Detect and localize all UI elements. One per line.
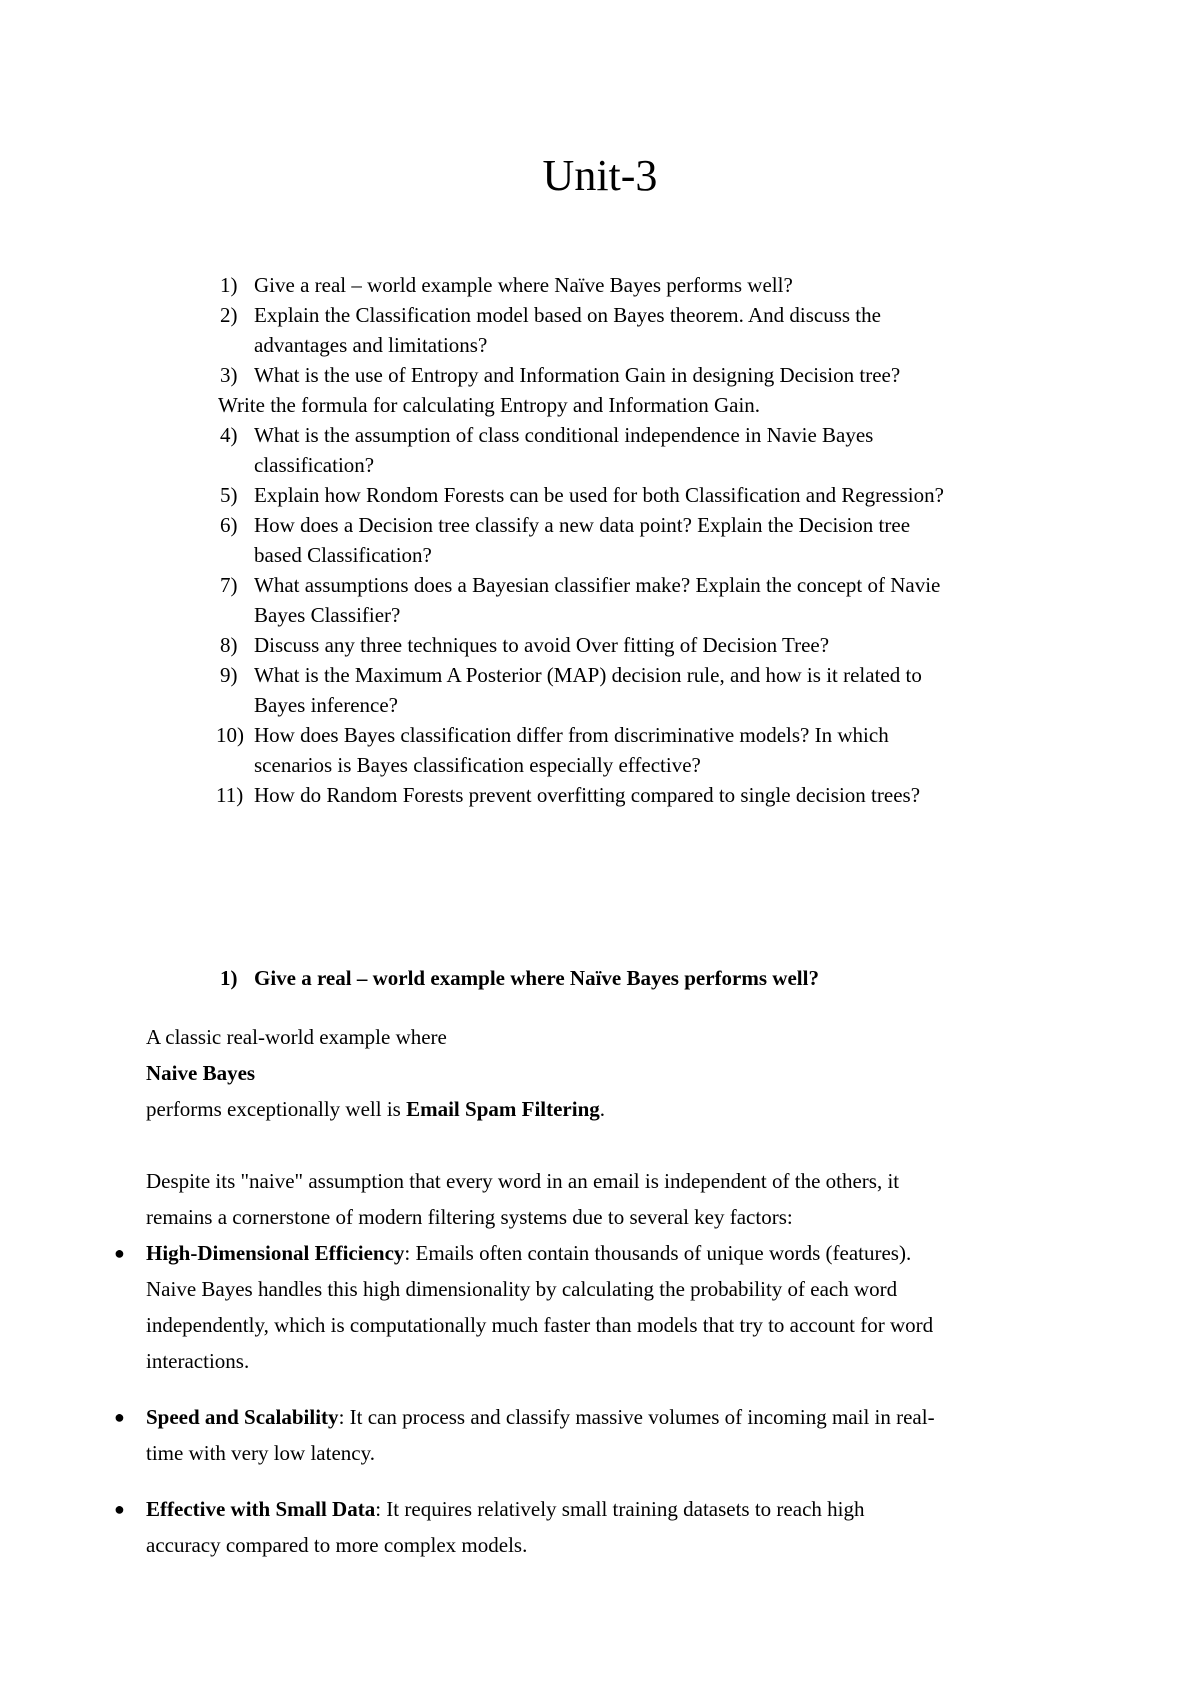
question-number: 9) — [220, 663, 238, 687]
factor-title: High-Dimensional Efficiency — [146, 1241, 405, 1265]
question-item — [220, 660, 1080, 720]
factor-list — [114, 1235, 1076, 1563]
answer-intro-bold: Naive Bayes — [146, 1061, 256, 1085]
factor-text: independently, which is computationally much faster than models that try to account for word — [146, 1313, 934, 1337]
factor-item — [114, 1399, 1076, 1471]
question-line: Discuss any three techniques to avoid Over fitting of Decision Tree? — [254, 633, 830, 657]
question-item — [220, 360, 1080, 390]
page-title: Unit-3 — [542, 151, 658, 200]
factor-text: interactions. — [146, 1349, 250, 1373]
question-number: 4) — [220, 423, 238, 447]
factor-text: : Emails often contain thousands of unique words (features). — [404, 1241, 912, 1265]
answer-heading-number: 1) — [220, 966, 238, 990]
question-item — [220, 480, 1080, 510]
question-line: How does a Decision tree classify a new data point? Explain the Decision tree — [254, 513, 911, 537]
question-item — [216, 720, 1080, 780]
bullet-icon: ● — [114, 1499, 125, 1519]
question-item — [220, 570, 1080, 630]
question-line: Explain how Rondom Forests can be used for both Classification and Regression? — [254, 483, 944, 507]
answer-paragraph-line: remains a cornerstone of modern filtering systems due to several key factors: — [146, 1205, 793, 1229]
bullet-icon: ● — [114, 1243, 125, 1263]
bullet-icon: ● — [114, 1407, 125, 1427]
question-number: 7) — [220, 573, 238, 597]
question-list — [216, 270, 1080, 810]
question-line: advantages and limitations? — [254, 333, 488, 357]
factor-text: Naive Bayes handles this high dimensionality by calculating the probability of each word — [146, 1277, 898, 1301]
factor-text: : It requires relatively small training datasets to reach high — [375, 1497, 865, 1521]
question-line: Bayes inference? — [254, 693, 398, 717]
question-line: Bayes Classifier? — [254, 603, 401, 627]
factor-text: accuracy compared to more complex models. — [146, 1533, 528, 1557]
question-item — [220, 420, 1080, 480]
factor-text: : It can process and classify massive volumes of incoming mail in real- — [338, 1405, 935, 1429]
question-number: 8) — [220, 633, 238, 657]
question-line: scenarios is Bayes classification especially effective? — [254, 753, 701, 777]
factor-text: time with very low latency. — [146, 1441, 375, 1465]
question-item — [220, 510, 1080, 570]
intro-text: performs exceptionally well is — [146, 1097, 407, 1121]
question-item — [220, 300, 1080, 360]
question-line: What is the Maximum A Posterior (MAP) decision rule, and how is it related to — [254, 663, 922, 687]
answer-heading — [220, 963, 1120, 993]
factor-title: Effective with Small Data — [146, 1497, 376, 1521]
factor-title: Speed and Scalability — [146, 1405, 339, 1429]
question-line: Give a real – world example where Naïve Bayes performs well? — [254, 273, 793, 297]
question-note: Write the formula for calculating Entropy and Information Gain. — [218, 393, 761, 417]
question-line: classification? — [254, 453, 375, 477]
question-number: 10) — [216, 723, 244, 747]
question-number: 11) — [216, 783, 244, 807]
question-line: How do Random Forests prevent overfitting compared to single decision trees? — [254, 783, 921, 807]
question-line: based Classification? — [254, 543, 432, 567]
question-item — [220, 630, 1080, 660]
answer-intro-highlight: Email Spam Filtering — [406, 1097, 600, 1121]
question-number: 3) — [220, 363, 238, 387]
question-item — [220, 270, 1080, 300]
answer-paragraph-line: Despite its "naive" assumption that every word in an email is independent of the others, it — [146, 1169, 900, 1193]
question-number: 5) — [220, 483, 238, 507]
answer-intro-line: A classic real-world example where — [146, 1025, 447, 1049]
answer-heading-text: Give a real – world example where Naïve Bayes performs well? — [254, 966, 819, 990]
question-line: What is the assumption of class conditional independence in Navie Bayes — [254, 423, 874, 447]
question-line: What assumptions does a Bayesian classifier make? Explain the concept of Navie — [254, 573, 941, 597]
question-line: How does Bayes classification differ from discriminative models? In which — [254, 723, 889, 747]
question-number: 1) — [220, 273, 238, 297]
question-line: What is the use of Entropy and Information Gain in designing Decision tree? — [254, 363, 901, 387]
question-number: 2) — [220, 303, 238, 327]
question-number: 6) — [220, 513, 238, 537]
answer-body — [114, 1019, 1076, 1583]
factor-item — [114, 1491, 1076, 1563]
intro-period: . — [599, 1097, 606, 1121]
question-line: Explain the Classification model based on Bayes theorem. And discuss the — [254, 303, 881, 327]
factor-item — [114, 1235, 1076, 1379]
question-item — [216, 780, 1080, 810]
answer-intro-conclusion — [146, 1091, 1076, 1127]
